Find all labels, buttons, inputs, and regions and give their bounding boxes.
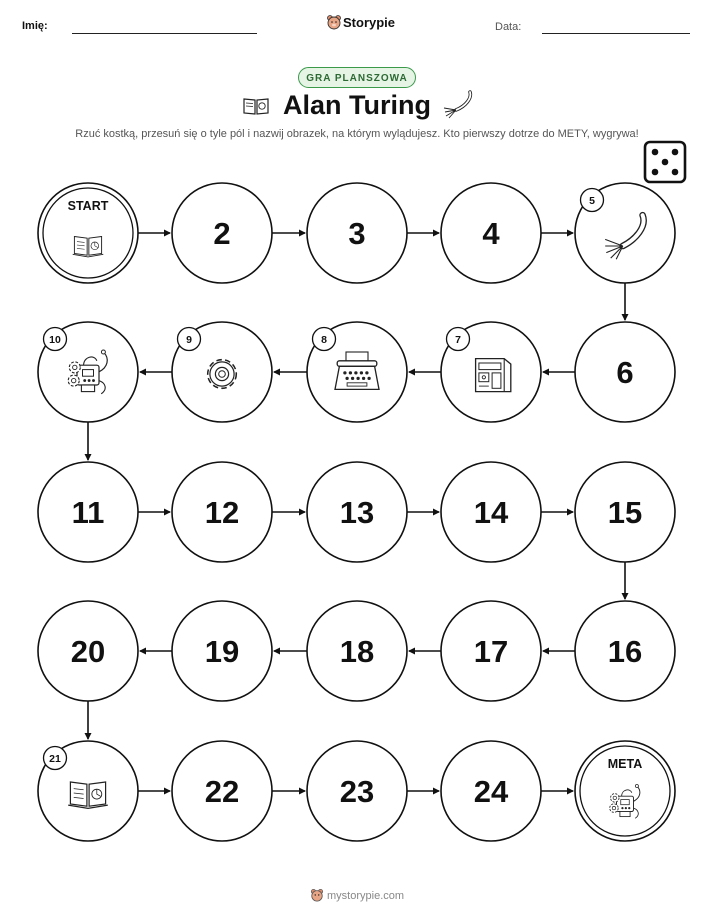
space-number: 14 <box>473 495 509 530</box>
board-space-2[interactable] <box>172 183 272 283</box>
board-space-6[interactable] <box>575 322 675 422</box>
board-space-8[interactable] <box>307 322 407 422</box>
date-label: Data: <box>495 21 522 33</box>
space-number: 19 <box>204 634 240 669</box>
space-number: 22 <box>204 774 240 809</box>
game-type-badge: GRA PLANSZOWA <box>298 67 416 88</box>
space-number: 15 <box>607 495 643 530</box>
board-space-11[interactable] <box>38 462 138 562</box>
name-label: Imię: <box>22 20 48 32</box>
board-space-9[interactable] <box>172 322 272 422</box>
board-space-22[interactable] <box>172 741 272 841</box>
board-space-start[interactable] <box>38 183 138 283</box>
board-space-5[interactable] <box>575 183 675 283</box>
footer <box>0 888 714 902</box>
space-number: 13 <box>339 495 375 530</box>
space-number: 12 <box>204 495 240 530</box>
board-space-3[interactable] <box>307 183 407 283</box>
space-number-badge: 5 <box>589 194 595 207</box>
board-space-4[interactable] <box>441 183 541 283</box>
space-number: 24 <box>473 774 509 809</box>
board-space-14[interactable] <box>441 462 541 562</box>
board-space-23[interactable] <box>307 741 407 841</box>
instructions: Rzuć kostką, przesuń się o tyle pól i nazwij obrazek, na którym wylądujesz. Kto pierwszy dotrze do METY, wygrywa! <box>75 128 639 140</box>
start-label: START <box>67 199 109 213</box>
space-number-badge: 10 <box>49 333 61 346</box>
computer-cabinet-icon <box>476 359 511 392</box>
board-space-12[interactable] <box>172 462 272 562</box>
gear-icon <box>208 360 237 389</box>
board-space-15[interactable] <box>575 462 675 562</box>
space-number: 16 <box>607 634 643 669</box>
space-number: 17 <box>473 634 509 669</box>
finish-label: META <box>607 757 643 771</box>
space-number: 3 <box>348 216 366 251</box>
brand-name: Storypie <box>343 15 396 30</box>
board-space-7[interactable] <box>441 322 541 422</box>
board-space-24[interactable] <box>441 741 541 841</box>
board-space-18[interactable] <box>307 601 407 701</box>
space-number: 11 <box>71 495 105 530</box>
space-number: 18 <box>339 634 375 669</box>
board-space-10[interactable] <box>38 322 138 422</box>
space-number-badge: 7 <box>455 333 461 346</box>
board-space-20[interactable] <box>38 601 138 701</box>
space-number: 6 <box>616 355 634 390</box>
board-space-16[interactable] <box>575 601 675 701</box>
board-space-17[interactable] <box>441 601 541 701</box>
space-number-badge: 9 <box>186 333 192 346</box>
bear-icon <box>310 888 324 902</box>
page-title: Alan Turing <box>283 90 431 120</box>
space-number: 20 <box>70 634 106 669</box>
space-number: 23 <box>339 774 375 809</box>
board-space-21[interactable] <box>38 741 138 841</box>
footer-link[interactable]: mystorypie.com <box>327 890 405 902</box>
space-number: 2 <box>213 216 231 251</box>
space-number-badge: 8 <box>321 333 327 346</box>
board-space-13[interactable] <box>307 462 407 562</box>
space-number: 4 <box>482 216 500 251</box>
board-space-finish[interactable] <box>575 741 675 841</box>
board-space-19[interactable] <box>172 601 272 701</box>
space-number-badge: 21 <box>49 752 61 765</box>
dice-icon <box>645 142 685 182</box>
